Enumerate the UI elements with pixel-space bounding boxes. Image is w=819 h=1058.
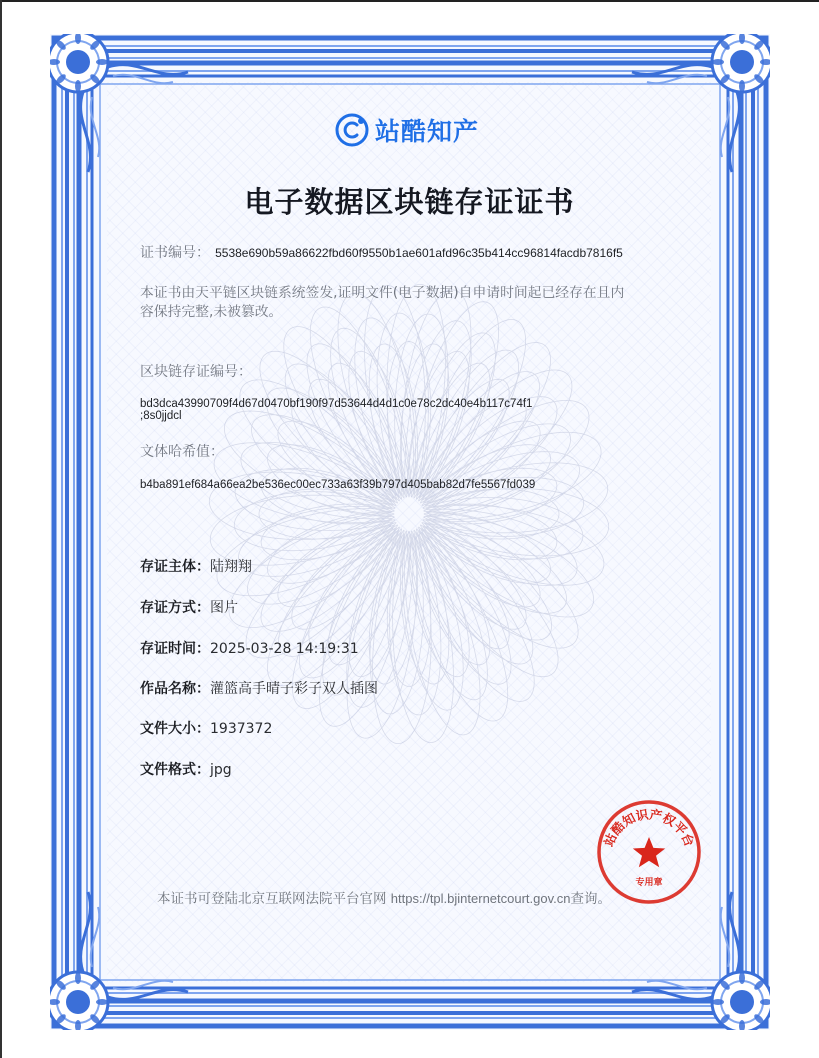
detail-row-time <box>140 638 359 658</box>
chain-number-value-line-1: bd3dca43990709f4d67d0470bf190f97d53644d4d1c0e78c2dc40e4b117c74f1 <box>140 398 533 410</box>
cert-number-value: 5538e690b59a86622fbd60f9550b1ae601afd96c35b414cc96814facdb7816f5 <box>215 246 623 260</box>
corner-ornament <box>50 892 188 1030</box>
detail-label: 存证主体： <box>140 559 210 575</box>
viewer-edge-left <box>0 0 2 1058</box>
detail-row-file-size <box>140 718 272 738</box>
detail-label: 文件大小： <box>140 721 210 737</box>
file-hash-value: b4ba891ef684a66ea2be536ec00ec733a63f39b797d405bab82d7fe5567fd039 <box>140 479 536 491</box>
chain-number-label: 区块链存证编号： <box>140 364 252 380</box>
footer-note <box>157 887 611 907</box>
detail-value: 陆翔翔 <box>210 559 252 575</box>
seal-star-icon <box>633 837 665 867</box>
detail-row-method <box>140 597 238 617</box>
footer-url[interactable]: https://tpl.bjinternetcourt.gov.cn <box>390 891 571 906</box>
detail-label: 作品名称： <box>140 681 210 697</box>
detail-row-subject <box>140 556 252 576</box>
certificate-title: 电子数据区块链存证证书 <box>244 185 575 219</box>
detail-row-work-name <box>140 678 378 698</box>
corner-ornament <box>632 892 770 1030</box>
cert-number-label: 证书编号： <box>140 245 210 261</box>
footer-suffix: 查询。 <box>570 891 611 907</box>
brand-name: 站酷知产 <box>375 117 480 146</box>
corner-ornament <box>50 34 188 172</box>
detail-value: jpg <box>210 762 232 778</box>
detail-label: 存证方式： <box>140 600 210 616</box>
seal-subtext: 专用章 <box>635 878 663 888</box>
cert-number-row <box>140 242 623 262</box>
file-hash-label: 文体哈希值： <box>140 444 224 460</box>
official-seal <box>594 797 704 907</box>
statement-line-1: 本证书由天平链区块链系统签发,证明文件(电子数据)自申请时间起已经存在且内 <box>140 285 625 301</box>
detail-value: 1937372 <box>210 721 273 737</box>
detail-label: 存证时间： <box>140 641 210 657</box>
corner-ornament <box>632 34 770 172</box>
detail-value: 灌篮高手晴子彩子双人插图 <box>210 681 378 697</box>
detail-value: 2025-03-28 14:19:31 <box>210 641 359 657</box>
chain-number-value-line-2: ;8s0jjdcl <box>140 410 182 422</box>
seal-text: 站酷知识产权平台 <box>600 806 698 849</box>
detail-row-file-format <box>140 759 232 779</box>
statement-line-2: 容保持完整,未被篡改。 <box>140 304 283 320</box>
detail-value: 图片 <box>210 600 238 616</box>
brand-logo <box>335 113 479 147</box>
footer-text: 本证书可登陆北京互联网法院平台官网 <box>157 891 387 907</box>
viewer-edge-top <box>0 0 819 2</box>
c-logo-icon <box>335 113 369 147</box>
detail-label: 文件格式： <box>140 762 210 778</box>
